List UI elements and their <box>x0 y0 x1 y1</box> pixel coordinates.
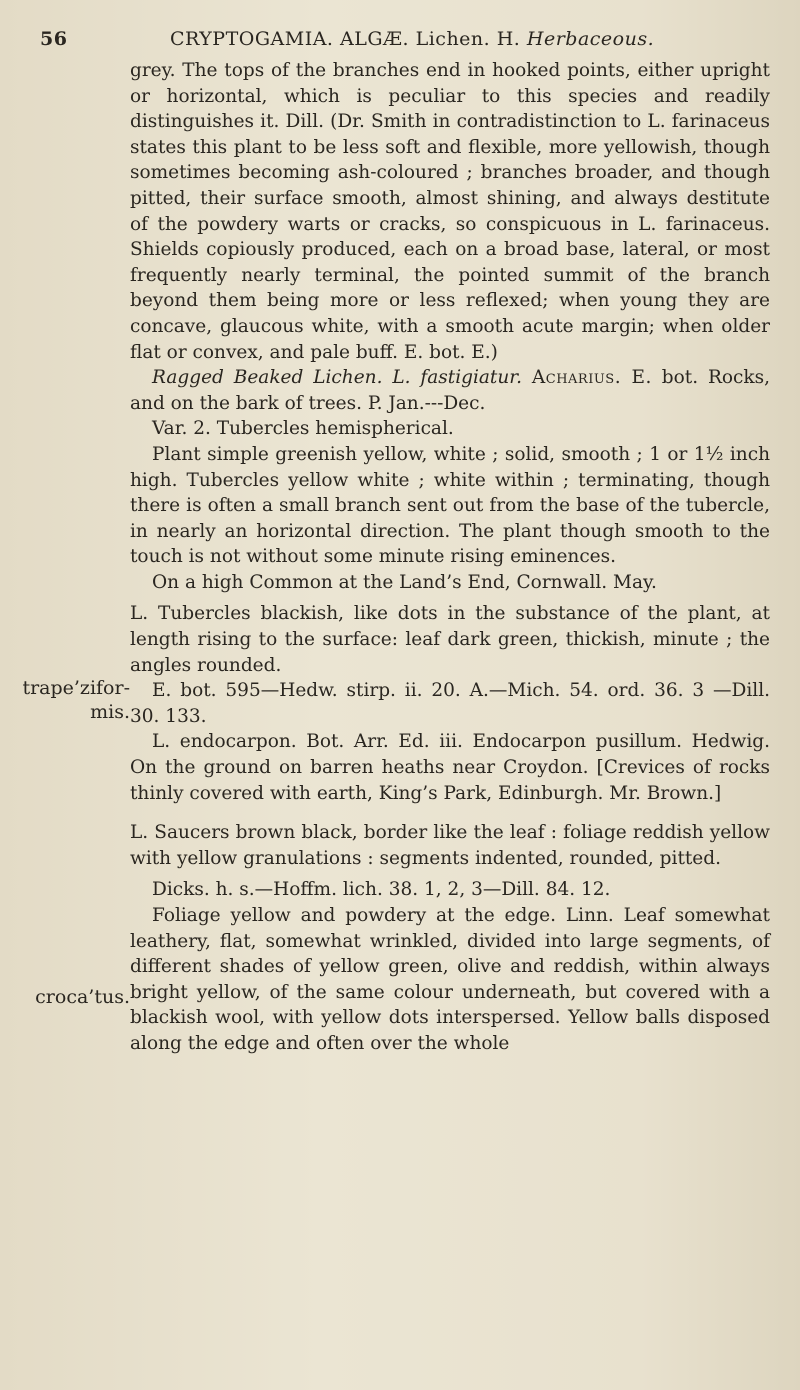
habitat-text: bot. Rocks, and on the bark of trees. P. Jan.---Dec. <box>130 367 770 414</box>
paragraph-crocatus: L. Saucers brown black, border like the leaf : foliage reddish yellow with yellow granulations : segments indented, rounded, pitted. <box>130 822 770 869</box>
paragraph-locality: On a high Common at the Land’s End, Cornwall. May. <box>152 571 657 593</box>
paragraph-foliage: Foliage yellow and powdery at the edge. Linn. Leaf somewhat leathery, flat, somewhat wrinkled, divided into large segments, of different shades of yellow green, olive and reddish, within always bright yellow, of the same colour underneath, but covered with a blackish wool, with yellow dots interspersed. Yellow balls disposed along the edge and often over the whole <box>130 905 770 1054</box>
common-name: Ragged Beaked Lichen. <box>152 367 383 389</box>
margin-label-crocatus-text: croca’tus. <box>35 986 130 1008</box>
paragraph-crocatus-refs: Dicks. h. s.—Hoffm. lich. 38. 1, 2, 3—Dill. 84. 12. <box>152 879 611 901</box>
margin-label-line2: mis. <box>90 701 130 723</box>
paragraph-variety: Var. 2. Tubercles hemispherical. <box>152 418 454 440</box>
paragraph-trapeziformis: L. Tubercles blackish, like dots in the substance of the plant, at length rising to the surface: leaf dark green, thickish, minute ; the angles rounded. <box>130 603 770 676</box>
page-header <box>40 28 760 58</box>
latin-name: L. fastigiatur. <box>392 367 522 389</box>
paragraph-ragged-beaked-lichen <box>130 365 770 416</box>
running-head-italic: Herbaceous. <box>526 28 655 50</box>
running-head <box>170 28 654 50</box>
page-number: 56 <box>40 28 68 50</box>
paragraph-plant: Plant simple greenish yellow, white ; solid, smooth ; 1 or 1½ inch high. Tubercles yellow white ; white within ; terminating, though there is often a small branch sent out from the base of the tubercle, in nearly an horizontal direction. The plant though smooth to the touch is not without some minute rising eminences. <box>130 443 770 568</box>
page-body <box>130 58 770 1057</box>
margin-label-crocatus <box>0 985 130 1009</box>
margin-label-line1: trape’zifor- <box>22 677 130 699</box>
author-name: Acharius. E. <box>531 367 652 389</box>
paragraph-endocarpon: L. endocarpon. Bot. Arr. Ed. iii. Endocarpon pusillum. Hedwig. On the ground on barren heaths near Croydon. [Crevices of rocks thinly covered with earth, King’s Park, Edinburgh. Mr. Brown.] <box>130 731 770 804</box>
paragraph-trapeziformis-refs: E. bot. 595—Hedw. stirp. ii. 20. A.—Mich. 54. ord. 36. 3 —Dill. 30. 133. <box>130 680 770 727</box>
running-head-main: CRYPTOGAMIA. ALGÆ. Lichen. H. <box>170 28 521 50</box>
paragraph-description: grey. The tops of the branches end in hooked points, either upright or horizontal, which is peculiar to this species and readily distinguishes it. Dill. (Dr. Smith in contradistinction to L. farinaceus states this plant to be less soft and flexible, more yellowish, though sometimes becoming ash-coloured ; branches broader, and though pitted, their surface smooth, almost shining, and always destitute of the powdery warts or cracks, so conspicuous in L. farinaceus. Shields copiously produced, each on a broad base, lateral, or most frequently nearly terminal, the pointed summit of the branch beyond them being more or less reflexed; when young they are concave, glaucous white, with a smooth acute margin; when older flat or convex, and pale buff. E. bot. E.) <box>130 60 770 363</box>
margin-label-trapeziformis <box>0 676 130 724</box>
